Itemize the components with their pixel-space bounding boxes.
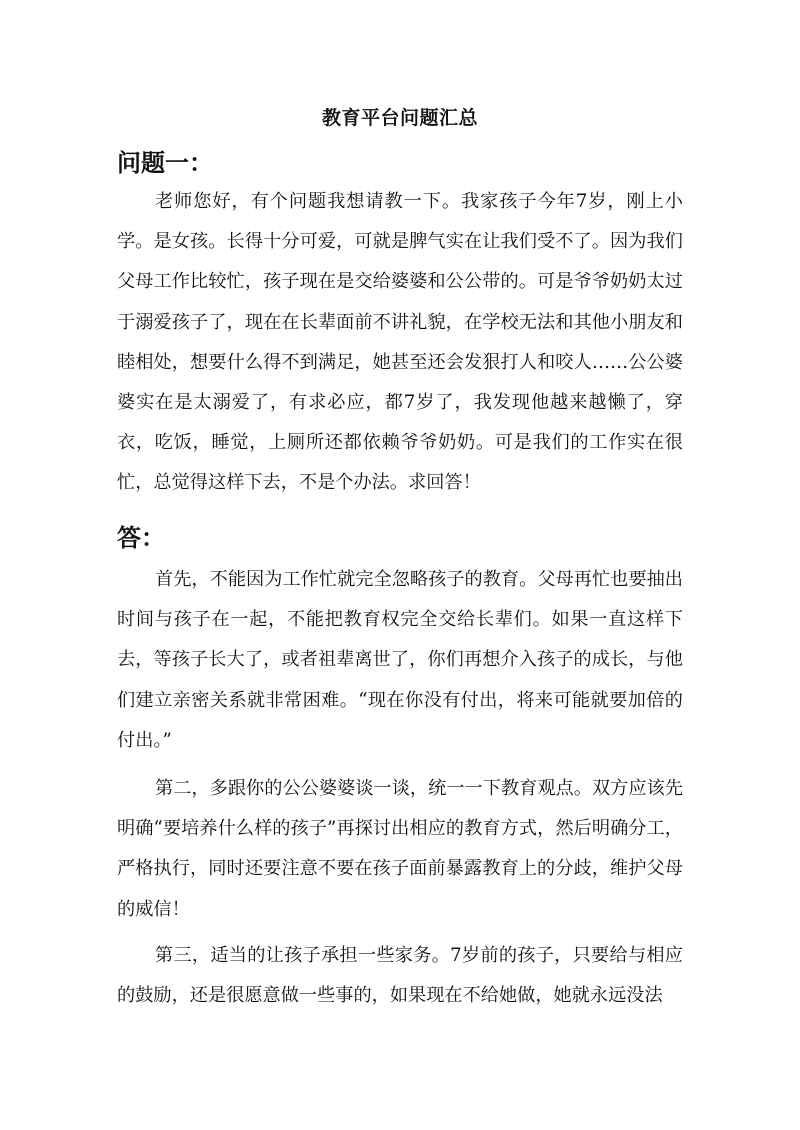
answer-paragraph-2: 第二，多跟你的公公婆婆谈一谈，统一一下教育观点。双方应该先明确“要培养什么样的孩子”再探讨出相应的教育方式，然后明确分工，严格执行，同时还要注意不要在孩子面前暴露教育上的分歧，维护父母的威信！ xyxy=(117,778,683,920)
answer-heading: 答： xyxy=(117,523,165,552)
question-heading: 问题一： xyxy=(117,148,213,177)
answer-paragraph-3: 第三，适当的让孩子承担一些家务。7岁前的孩子，只要给与相应的鼓励，还是很愿意做一些事的，如果现在不给她做，她就永远没法 xyxy=(117,945,683,1007)
document-title: 教育平台问题汇总 xyxy=(321,107,478,129)
answer-paragraph-1: 首先，不能因为工作忙就完全忽略孩子的教育。父母再忙也要抽出时间与孩子在一起，不能把教育权完全交给长辈们。如果一直这样下去，等孩子长大了，或者祖辈离世了，你们再想介入孩子的成长，与他们建立亲密关系就非常困难。“现在你没有付出，将来可能就要加倍的付出。” xyxy=(117,569,683,751)
question-paragraph: 老师您好，有个问题我想请教一下。我家孩子今年7岁，刚上小学。是女孩。长得十分可爱，可就是脾气实在让我们受不了。因为我们父母工作比较忙，孩子现在是交给婆婆和公公带的。可是爷爷奶奶太过于溺爱孩子了，现在在长辈面前不讲礼貌，在学校无法和其他小朋友和睦相处，想要什么得不到满足，她甚至还会发狠打人和咬人……公公婆婆实在是太溺爱了，有求必应，都7岁了，我发现他越来越懒了，穿衣，吃饭，睡觉，上厕所还都依赖爷爷奶奶。可是我们的工作实在很忙，总觉得这样下去，不是个办法。求回答！ xyxy=(117,191,683,494)
